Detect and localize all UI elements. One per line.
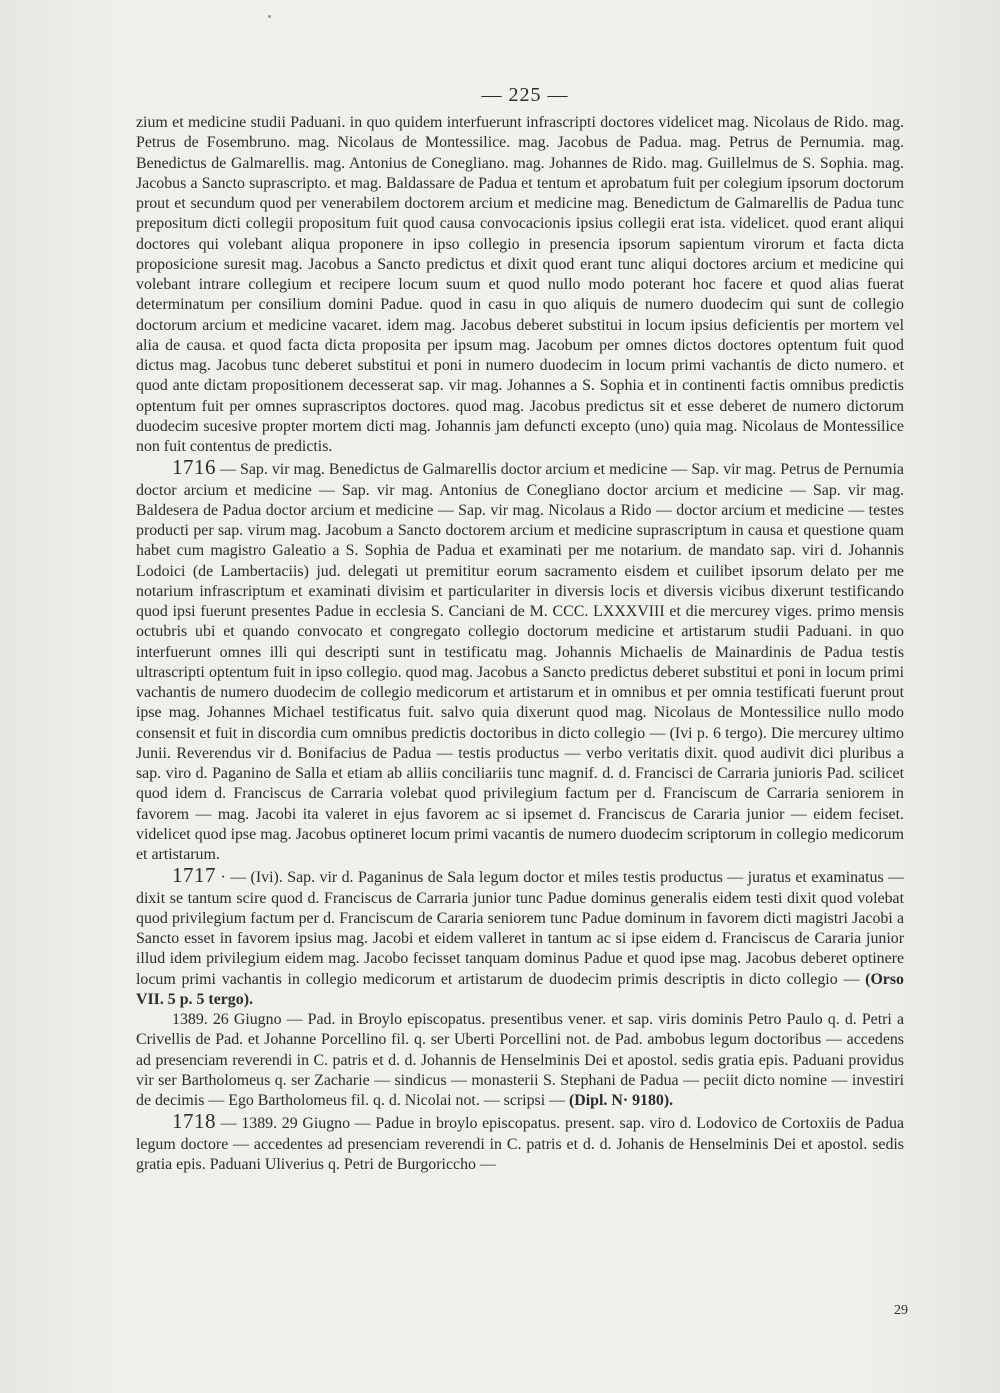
entry-text: — Sap. vir mag. Benedictus de Galmarellis doctor arcium et medicine — Sap. vir mag. Petrus de Pernumia doctor arcium et medicine — Sap. vir mag. Antonius de Conegliano doctor arcium et medicine — Sap. vir mag. Baldesera de Padua doctor arcium et medicine — Sap. vir mag. Nicolaus a Rido — doctor arcium et medicine — testes producti per sap. virum mag. Jacobum a Sancto doctorem arcium et medicine suprascriptum in causa et questione quam habet cum magistro Galeatio a S. Sophia de Padua et examinati per me notarium. de mandato sap. viri d. Johannis Lodoici (de Lambertaciis) jud. delegati ut premititur eorum sacramento eisdem et cuilibet ipsorum delato per me notarium infrascriptum et examinati divisim et particulariter in diversis locis et diversis vicibus dixerunt testificando quod ipsi fuerunt presentes Padue in ecclesia S. Canciani de M. CCC. LXXXVIII et die mercurey viges. primo mensis octubris ubi et quando convocato et congregato collegio doctorum medicine et artistarum studii Paduani. in quo interfuerunt omnes illi qui descripti sunt in testificatu mag. Johannis Michaelis de Mainardinis de Padua testis ultrascripti optentum fuit in ipso collegio. quod mag. Jacobus a Sancto predictus deberet substitui et poni in locum primi vachantis de numero duodecim de collegio medicorum et artistarum et in omnibus et per omnia testificati fuerunt prout ipse mag. Johannes Michael testificatus fuit. salvo quia dixerunt quod mag. Nicolaus de Montessilice nullo modo consensit et fuit in discordia cum omnibus predictis doctoribus in dicto collegio — (Ivi p. 6 tergo). Die mercurey ultimo Junii. Reverendus vir d. Bonifacius de Padua — testis productus — verbo veritatis dixit. quod audivit dici pluribus a sap. viro d. Paganino de Salla et etiam ab alliis conciliariis tunc magnif. d. d. Francisci de Carraria junioris Pad. scilicet quod idem d. Franciscus de Carraria volebat quod privilegium factum per d. Franciscum de Carraria seniorem in favorem — mag. Jacobi ita valeret in ejus favorem ac si ipsemet d. Franciscus de Cararia junior — eidem feciset. videlicet quod ipse mag. Jacobus optineret locum primi vacantis de numero duodecim scriptorum in collegio medicorum et artistarum. (136, 461, 904, 863)
signature-mark: 29 (894, 1303, 908, 1318)
source-citation: (Dipl. N· 9180). (568, 1092, 674, 1109)
entry-text: — 1389. 29 Giugno — Padue in broylo episcopatus. present. sap. viro d. Lodovico de Cortoxiis de Padua legum doctore — accedentes ad presenciam reverendi in C. patris et d. d. Johanis de Henselminis Dei et apostol. sedis gratia epis. Paduani Uliverius q. Petri de Burgoriccho — (136, 1115, 905, 1173)
entry-number: 1718 (172, 1109, 216, 1134)
document-body (136, 113, 904, 1175)
entry-number: 1717 (172, 863, 216, 888)
entry-text: Sap. vir d. Paganinus de Sala legum doctor et miles testis productus — juratus et examinatus — dixit se tantum scire quod d. Franciscus de Carraria junior tunc Padue dominus generalis eidem testi dixit quod volebat quod privilegium factum per d. Franciscum de Cararia seniorem tunc Padue dominum in favorem dicti magistri Jacobi a Sancto esset in favorem ipsius mag. Jacobi et eidem valleret in tantum ac si ipse eidem d. Franciscus de Cararia junior illud idem privilegium eidem mag. Jacobo fecisset tanquam dominus Padue et quod ipse mag. Jacobus deberet optinere locum primi vachantis in collegio medicorum et artistarum de duodecim primis descriptis in dicto collegio — (136, 869, 904, 988)
entry-1717 (136, 865, 904, 1010)
entry-1716 (136, 457, 904, 865)
page-number: — 225 — (481, 84, 569, 106)
paragraph-continuation (136, 113, 904, 457)
entry-1718 (136, 1111, 904, 1175)
document-1389 (136, 1010, 904, 1111)
entry-lead: · — (Ivi). (220, 869, 288, 887)
paper-speck (268, 15, 271, 18)
entry-text: 1389. 26 Giugno — Pad. in Broylo episcopatus. presentibus vener. et sap. viris dominis Petro Paulo q. d. Petri a Crivellis de Pad. et Johanne Porcellino fil. q. ser Uberti Porcellini not. de Pad. ambobus legum doctoribus — accedens ad presenciam reverendi in C. patris et d. d. Johannis de Henselminis Dei et apostol. sedis gratia epis. Paduani providus vir ser Bartholomeus q. ser Zacharie — sindicus — monasterii S. Stephani de Padua — peciit dicto nomine — investiri de decimis — Ego Bartholomeus fil. q. d. Nicolai not. — scripsi — (136, 1011, 904, 1109)
entry-number: 1716 (172, 455, 216, 480)
source-citation: (Orso VII. 5 p. 5 tergo). (136, 970, 904, 1008)
paragraph-text: zium et medicine studii Paduani. in quo quidem interfuerunt infrascripti doctores videlicet mag. Nicolaus de Rido. mag. Petrus de Fosembruno. mag. Nicolaus de Montessilice. mag. Jacobus de Padua. mag. Petrus de Pernumia. mag. Benedictus de Galmarellis. mag. Antonius de Conegliano. mag. Johannes de Rido. mag. Guillelmus de S. Sophia. mag. Jacobus a Sancto suprascripto. et mag. Baldassare de Padua et tentum et aprobatum fuit per colegium ipsorum doctorum prout et secundum quod per venerabilem doctorem arcium et medicine mag. Benedictum de Galmarellis de Padua tunc prepositum dicti collegii propositum fuit quod causa convocacionis ipsius collegii erat ista. videlicet. quod erant aliqui doctores qui volebant aliqua proponere in ipso collegio in presencia ipsorum sapientum virorum et facta dicta proposicione suresit mag. Jacobus a Sancto predictus et dixit quod erant tunc aliqui doctores arcium et medicine qui volebant intrare collegium et recipere locum suum et quod nullo modo poterant hoc facere et quod alias fuerat determinatum per consilium domini Padue. quod in casu in quo aliquis de numero duodecim qui sunt de collegio doctorum arcium et medicine vacaret. idem mag. Jacobus deberet substitui in locum ipsius deficientis per mortem vel alia de causa. et quod facta dicta proposita per ipsum mag. Jacobum per omnes dictos doctores optentum fuit quod dictus mag. Jacobus tunc deberet substitui et poni in numero duodecim in locum primi vachantis de dicto numero. et quod ante dictam propositionem decesserat sap. vir mag. Johannes a S. Sophia et in continenti factis omnibus predictis optentum fuit per omnes suprascriptos doctores. quod mag. Jacobus predictus sit et esse deberet de numero dictorum duodecim sucesive propter mortem dicti mag. Johannis jam defuncti excepto (uno) quia mag. Nicolaus de Montessilice non fuit contentus de predictis. (136, 114, 904, 455)
